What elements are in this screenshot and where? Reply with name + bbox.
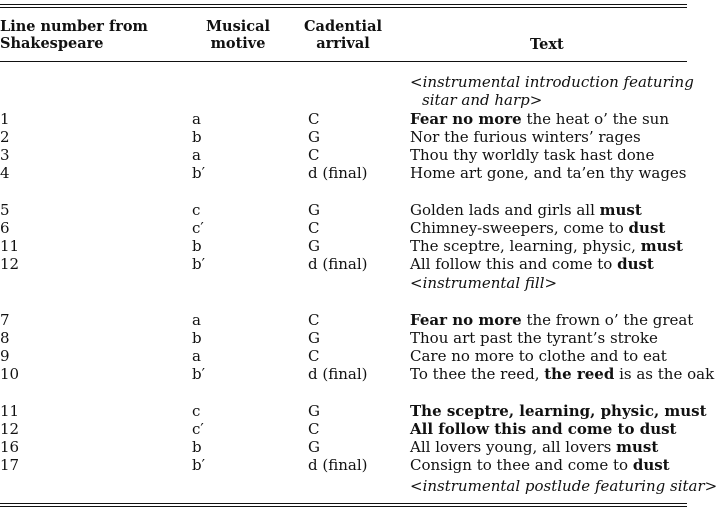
text-cell: All follow this and come to dust bbox=[410, 255, 654, 273]
motive-cell: b bbox=[192, 128, 202, 146]
cadence-cell: G bbox=[308, 438, 320, 456]
cadence-cell: d (final) bbox=[308, 255, 368, 273]
postlude-note: <instrumental postlude featuring sitar> bbox=[410, 477, 717, 495]
header-line-number: Line number from Shakespeare bbox=[0, 18, 148, 52]
line-number-cell: 1 bbox=[0, 110, 10, 128]
table-row bbox=[0, 438, 687, 456]
line-number-cell: 3 bbox=[0, 146, 10, 164]
cadence-cell: C bbox=[308, 420, 320, 438]
header-rule bbox=[0, 61, 687, 62]
cadence-cell: C bbox=[308, 110, 320, 128]
text-cell: Thou art past the tyrant’s stroke bbox=[410, 329, 658, 347]
motive-cell: a bbox=[192, 110, 201, 128]
table-row bbox=[0, 402, 707, 420]
text-cell: All lovers young, all lovers must bbox=[410, 438, 659, 456]
table-row bbox=[0, 255, 687, 273]
table-row bbox=[0, 201, 687, 219]
text-cell: To thee the reed, the reed is as the oak bbox=[410, 365, 715, 383]
cadence-cell: C bbox=[308, 311, 320, 329]
text-cell: The sceptre, learning, physic, must bbox=[410, 402, 707, 420]
line-number-cell: 11 bbox=[0, 237, 20, 255]
header-text: Text bbox=[530, 36, 564, 53]
intro-note: <instrumental introduction featuring bbox=[410, 73, 694, 91]
cadence-cell: d (final) bbox=[308, 456, 368, 474]
cadence-cell: d (final) bbox=[308, 365, 368, 383]
cadence-cell: d (final) bbox=[308, 164, 368, 182]
table-row bbox=[0, 456, 687, 474]
motive-cell: b′ bbox=[192, 456, 206, 474]
line-number-cell: 10 bbox=[0, 365, 20, 383]
cadence-cell: G bbox=[308, 402, 320, 420]
cadence-cell: C bbox=[308, 219, 320, 237]
intro-note-cont: sitar and harp> bbox=[422, 91, 543, 109]
line-number-cell: 12 bbox=[0, 255, 20, 273]
line-number-cell: 16 bbox=[0, 438, 20, 456]
text-cell: All follow this and come to dust bbox=[410, 420, 677, 438]
text-cell: Home art gone, and ta’en thy wages bbox=[410, 164, 687, 182]
table-row bbox=[0, 420, 687, 438]
text-cell: Chimney-sweepers, come to dust bbox=[410, 219, 666, 237]
text-cell: Golden lads and girls all must bbox=[410, 201, 642, 219]
motive-cell: c′ bbox=[192, 420, 204, 438]
table-row bbox=[0, 146, 687, 164]
header-musical-motive: Musical motive bbox=[206, 18, 270, 52]
motive-cell: a bbox=[192, 311, 201, 329]
cadence-cell: C bbox=[308, 347, 320, 365]
line-number-cell: 2 bbox=[0, 128, 10, 146]
table-row bbox=[0, 128, 687, 146]
text-cell: Care no more to clothe and to eat bbox=[410, 347, 667, 365]
bottom-rule-2 bbox=[0, 506, 687, 507]
motive-cell: b bbox=[192, 438, 202, 456]
header-cadential-arrival: Cadential arrival bbox=[304, 18, 382, 52]
motive-cell: c bbox=[192, 201, 201, 219]
line-number-cell: 6 bbox=[0, 219, 10, 237]
line-number-cell: 11 bbox=[0, 402, 20, 420]
text-cell: The sceptre, learning, physic, must bbox=[410, 237, 683, 255]
motive-cell: b′ bbox=[192, 164, 206, 182]
motive-cell: b bbox=[192, 237, 202, 255]
motive-cell: c′ bbox=[192, 219, 204, 237]
motive-cell: b bbox=[192, 329, 202, 347]
table-row bbox=[0, 311, 694, 329]
line-number-cell: 12 bbox=[0, 420, 20, 438]
top-rule-2 bbox=[0, 7, 687, 8]
text-cell: Nor the furious winters’ rages bbox=[410, 128, 641, 146]
cadence-cell: G bbox=[308, 237, 320, 255]
line-number-cell: 5 bbox=[0, 201, 10, 219]
bottom-rule bbox=[0, 503, 687, 504]
table-row bbox=[0, 329, 687, 347]
text-cell: Consign to thee and come to dust bbox=[410, 456, 670, 474]
fill-note: <instrumental fill> bbox=[410, 274, 558, 292]
table-row bbox=[0, 219, 687, 237]
line-number-cell: 7 bbox=[0, 311, 10, 329]
text-cell: Fear no more the frown o’ the great bbox=[410, 311, 694, 329]
line-number-cell: 17 bbox=[0, 456, 20, 474]
motive-cell: a bbox=[192, 347, 201, 365]
line-number-cell: 8 bbox=[0, 329, 10, 347]
line-number-cell: 9 bbox=[0, 347, 10, 365]
line-number-cell: 4 bbox=[0, 164, 10, 182]
table-row bbox=[0, 347, 687, 365]
table-row bbox=[0, 365, 715, 383]
cadence-cell: G bbox=[308, 201, 320, 219]
cadence-cell: C bbox=[308, 146, 320, 164]
top-rule bbox=[0, 4, 687, 5]
table-row bbox=[0, 164, 687, 182]
motive-cell: c bbox=[192, 402, 201, 420]
cadence-cell: G bbox=[308, 128, 320, 146]
motive-cell: a bbox=[192, 146, 201, 164]
text-cell: Thou thy worldly task hast done bbox=[410, 146, 655, 164]
table-row bbox=[0, 237, 687, 255]
cadence-cell: G bbox=[308, 329, 320, 347]
table-row bbox=[0, 110, 687, 128]
text-cell: Fear no more the heat o’ the sun bbox=[410, 110, 669, 128]
motive-cell: b′ bbox=[192, 255, 206, 273]
motive-cell: b′ bbox=[192, 365, 206, 383]
